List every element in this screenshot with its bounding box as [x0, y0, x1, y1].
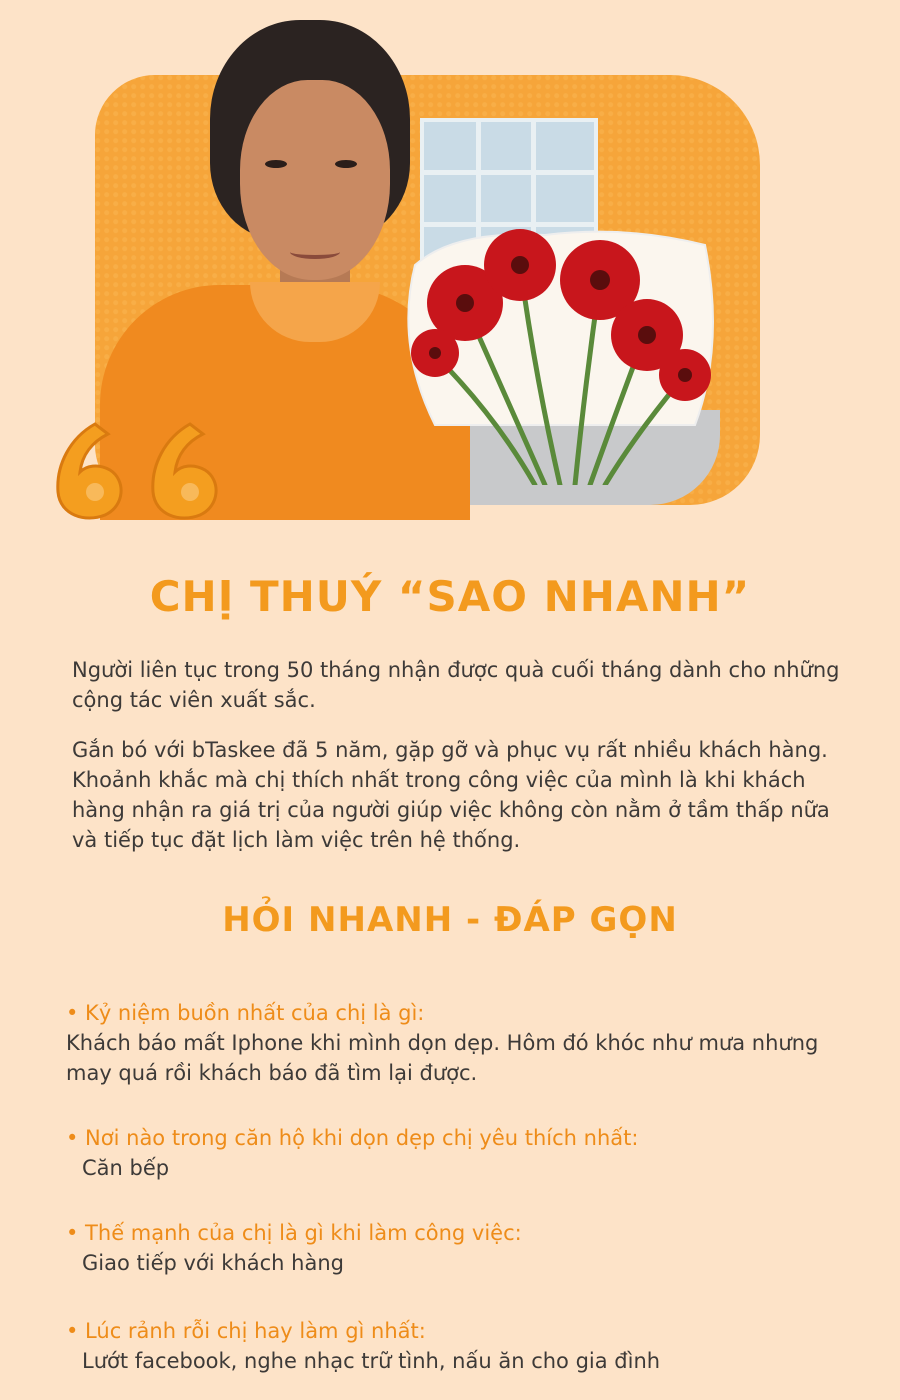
qa-question: • Kỷ niệm buồn nhất của chị là gì:: [66, 1001, 425, 1025]
quote-mark-icon: [145, 420, 227, 525]
qa-question: • Thế mạnh của chị là gì khi làm công việc:: [66, 1221, 522, 1245]
quote-mark-icon: [50, 420, 132, 525]
profile-intro: Người liên tục trong 50 tháng nhận được quà cuối tháng dành cho những cộng tác viên xuất sắc.: [72, 658, 840, 712]
qa-answer: Căn bếp: [82, 1156, 170, 1180]
qa-item: [66, 1123, 846, 1183]
gerbera-flowers-image: [395, 225, 725, 485]
qa-answer: Khách báo mất Iphone khi mình dọn dẹp. Hôm đó khóc như mưa nhưng may quá rồi khách báo đã tìm lại được.: [66, 1031, 819, 1085]
qa-answer: Lướt facebook, nghe nhạc trữ tình, nấu ăn cho gia đình: [82, 1349, 661, 1373]
qa-item: [66, 998, 846, 1088]
profile-name-heading: CHỊ THUÝ “SAO NHANH”: [149, 572, 751, 621]
qa-question: • Nơi nào trong căn hộ khi dọn dẹp chị yêu thích nhất:: [66, 1126, 639, 1150]
qa-question: • Lúc rảnh rỗi chị hay làm gì nhất:: [66, 1319, 426, 1343]
qa-item: [66, 1218, 846, 1278]
profile-story: Gắn bó với bTaskee đã 5 năm, gặp gỡ và phục vụ rất nhiều khách hàng. Khoảnh khắc mà chị thích nhất trong công việc của mình là khi khách hàng nhận ra giá trị của người giúp việc không còn nằm ở tầm thấp nữa và tiếp tục đặt lịch làm việc trên hệ thống.: [72, 738, 830, 852]
hero-illustration: [0, 0, 900, 560]
qa-item: [66, 1316, 846, 1376]
qa-heading: HỎI NHANH - ĐÁP GỌN: [222, 900, 678, 940]
qa-answer: Giao tiếp với khách hàng: [82, 1251, 344, 1275]
